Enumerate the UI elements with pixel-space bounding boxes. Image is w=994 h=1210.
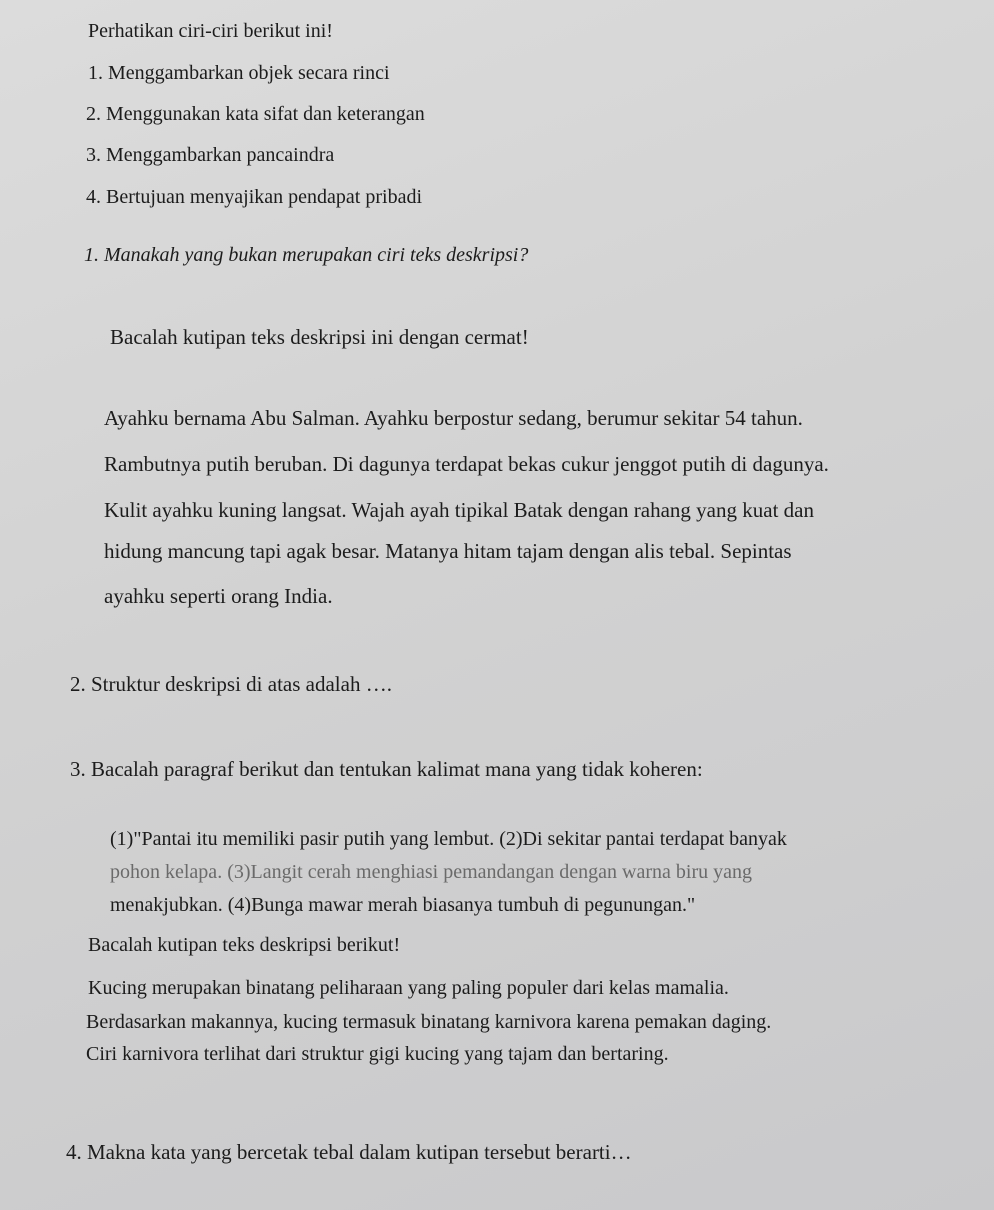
passage2-line-3: Ciri karnivora terlihat dari struktur gigi kucing yang tajam dan bertaring. <box>86 1043 669 1065</box>
question-3: 3. Bacalah paragraf berikut dan tentukan kalimat mana yang tidak koheren: <box>70 757 703 781</box>
question-4: 4. Makna kata yang bercetak tebal dalam kutipan tersebut berarti… <box>66 1140 632 1164</box>
read-instruction-1: Bacalah kutipan teks deskripsi ini dengan cermat! <box>110 325 529 349</box>
feature-item-2: 2. Menggunakan kata sifat dan keterangan <box>86 103 425 125</box>
passage-line-3: Kulit ayahku kuning langsat. Wajah ayah tipikal Batak dengan rahang yang kuat dan <box>104 498 814 522</box>
passage2-line-2: Berdasarkan makannya, kucing termasuk binatang karnivora karena pemakan daging. <box>86 1011 772 1033</box>
paragraph3-line-1: (1)"Pantai itu memiliki pasir putih yang lembut. (2)Di sekitar pantai terdapat banyak <box>110 828 787 850</box>
passage2-line-1: Kucing merupakan binatang peliharaan yang paling populer dari kelas mamalia. <box>88 977 729 999</box>
read-instruction-2: Bacalah kutipan teks deskripsi berikut! <box>88 934 401 956</box>
passage-line-2: Rambutnya putih beruban. Di dagunya terdapat bekas cukur jenggot putih di dagunya. <box>104 452 829 476</box>
paragraph3-line-3: menakjubkan. (4)Bunga mawar merah biasanya tumbuh di pegunungan." <box>110 894 696 916</box>
feature-item-4: 4. Bertujuan menyajikan pendapat pribadi <box>86 186 423 208</box>
passage-line-4: hidung mancung tapi agak besar. Matanya hitam tajam dengan alis tebal. Sepintas <box>104 539 792 563</box>
question-2: 2. Struktur deskripsi di atas adalah …. <box>70 672 392 696</box>
passage-line-1: Ayahku bernama Abu Salman. Ayahku berpostur sedang, berumur sekitar 54 tahun. <box>104 406 803 430</box>
passage-line-5: ayahku seperti orang India. <box>104 584 333 608</box>
intro-heading: Perhatikan ciri-ciri berikut ini! <box>88 20 333 42</box>
feature-item-3: 3. Menggambarkan pancaindra <box>86 144 335 166</box>
question-1: 1. Manakah yang bukan merupakan ciri teks deskripsi? <box>84 244 529 266</box>
paragraph3-line-2: pohon kelapa. (3)Langit cerah menghiasi pemandangan dengan warna biru yang <box>110 861 752 883</box>
feature-item-1: 1. Menggambarkan objek secara rinci <box>88 62 390 84</box>
